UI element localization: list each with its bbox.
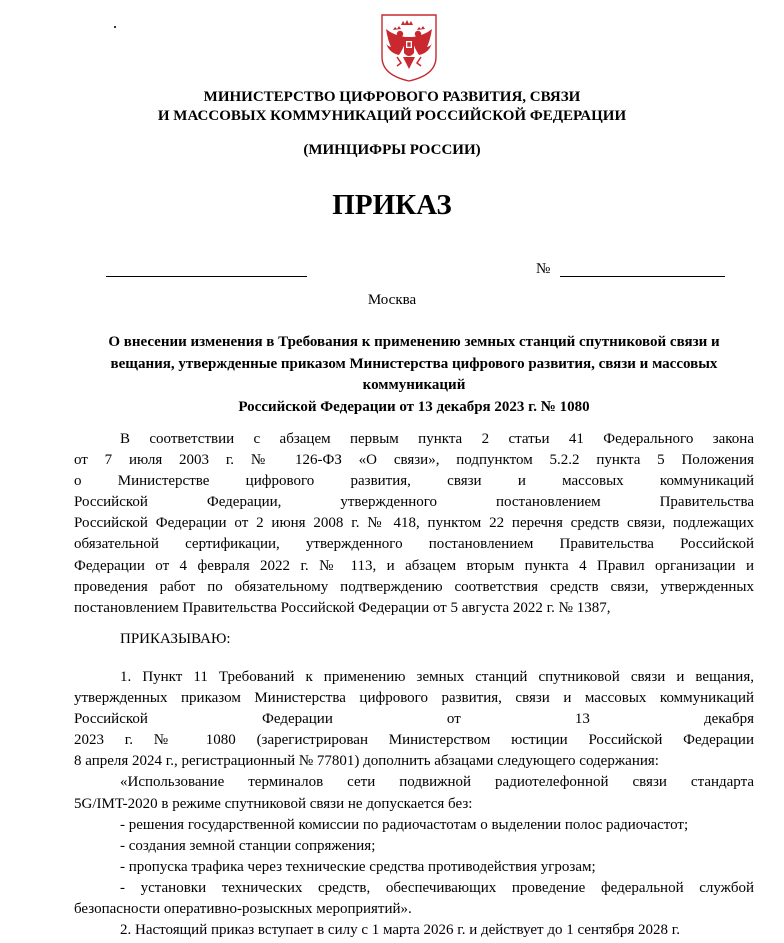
preamble-paragraph (74, 429, 754, 619)
item-1-line: Российской Федерации от 13 декабря (74, 711, 754, 728)
quote-line: 5G/IMT-2020 в режиме спутниковой связи не допускается без: (74, 795, 473, 812)
subject-line-2: вещания, утвержденные приказом Министерства цифрового развития, связи и массовых (110, 355, 718, 372)
item-1-line: 8 апреля 2024 г., регистрационный № 77801) дополнить абзацами следующего содержания: (74, 753, 659, 770)
item-2: 2. Настоящий приказ вступает в силу с 1 марта 2026 г. и действует до 1 сентября 2028 г. (120, 922, 680, 939)
preamble-line: о Министерстве цифрового развития, связи и массовых коммуникаций (74, 473, 754, 490)
preamble-line: постановлением Правительства Российской Федерации от 5 августа 2022 г. № 1387, (74, 599, 611, 616)
number-sign: № (536, 261, 551, 277)
bullet-item: - установки технических средств, обеспечивающих проведение федеральной службой (120, 879, 754, 896)
number-blank-line (560, 276, 725, 277)
quote-line: «Использование терминалов сети подвижной радиотелефонной связи стандарта (120, 774, 754, 791)
preamble-line: обязательной сертификации, утвержденного постановлением Правительства Российской (74, 536, 754, 553)
preamble-line: Федерации от 4 февраля 2022 г. № 113, и абзацем вторым пункта 4 Правил организации и (74, 557, 754, 574)
ministry-name (0, 88, 784, 126)
subject-line-3: коммуникаций (362, 377, 466, 393)
order-subject-heading (74, 332, 754, 418)
date-blank-line (106, 276, 307, 277)
bullet-item: - создания земной станции сопряжения; (120, 837, 376, 854)
order-items (74, 667, 754, 941)
item-1-line: 2023 г. № 1080 (зарегистрирован Министерством юстиции Российской Федерации (74, 732, 754, 749)
preamble-line: Российской Федерации от 2 июня 2008 г. № 418, пунктом 22 перечня средств связи, подлежащих (74, 515, 754, 532)
document-type-title: ПРИКАЗ (332, 189, 452, 221)
item-1-line: 1. Пункт 11 Требований к применению земных станций спутниковой связи и вещания, (120, 669, 754, 685)
item-1-line: утвержденных приказом Министерства цифрового развития, связи и массовых коммуникаций (74, 690, 754, 707)
bullet-item-continuation: безопасности оперативно-розыскных мероприятий». (74, 901, 412, 918)
subject-line-4: Российской Федерации от 13 декабря 2023 г. № 1080 (238, 398, 590, 415)
order-directive-word: ПРИКАЗЫВАЮ: (120, 631, 231, 647)
preamble-line: проведения работ по обязательному подтверждению соответствия средств связи, утвержденных (74, 578, 754, 595)
scan-speck (114, 26, 116, 28)
subject-line-1: О внесении изменения в Требования к применению земных станций спутниковой связи и (108, 334, 720, 350)
bullet-item: - решения государственной комиссии по радиочастотам о выделении полос радиочастот; (120, 816, 689, 833)
preamble-line: В соответствии с абзацем первым пункта 2 статьи 41 Федерального закона (120, 431, 754, 447)
bullet-item: - пропуска трафика через технические средства противодействия угрозам; (120, 858, 596, 875)
ministry-name-line-1: МИНИСТЕРСТВО ЦИФРОВОГО РАЗВИТИЯ, СВЯЗИ (203, 89, 581, 105)
preamble-line: от 7 июля 2003 г. № 126-ФЗ «О связи», подпунктом 5.2.2 пункта 5 Положения (74, 452, 754, 469)
preamble-line: Российской Федерации, утвержденного постановлением Правительства (74, 494, 754, 511)
coat-of-arms-emblem (379, 13, 439, 83)
ministry-name-line-2: И МАССОВЫХ КОММУНИКАЦИЙ РОССИЙСКОЙ ФЕДЕРАЦИИ (157, 108, 627, 124)
city-name: Москва (367, 292, 417, 308)
ministry-short-name: (МИНЦИФРЫ РОССИИ) (303, 142, 481, 158)
